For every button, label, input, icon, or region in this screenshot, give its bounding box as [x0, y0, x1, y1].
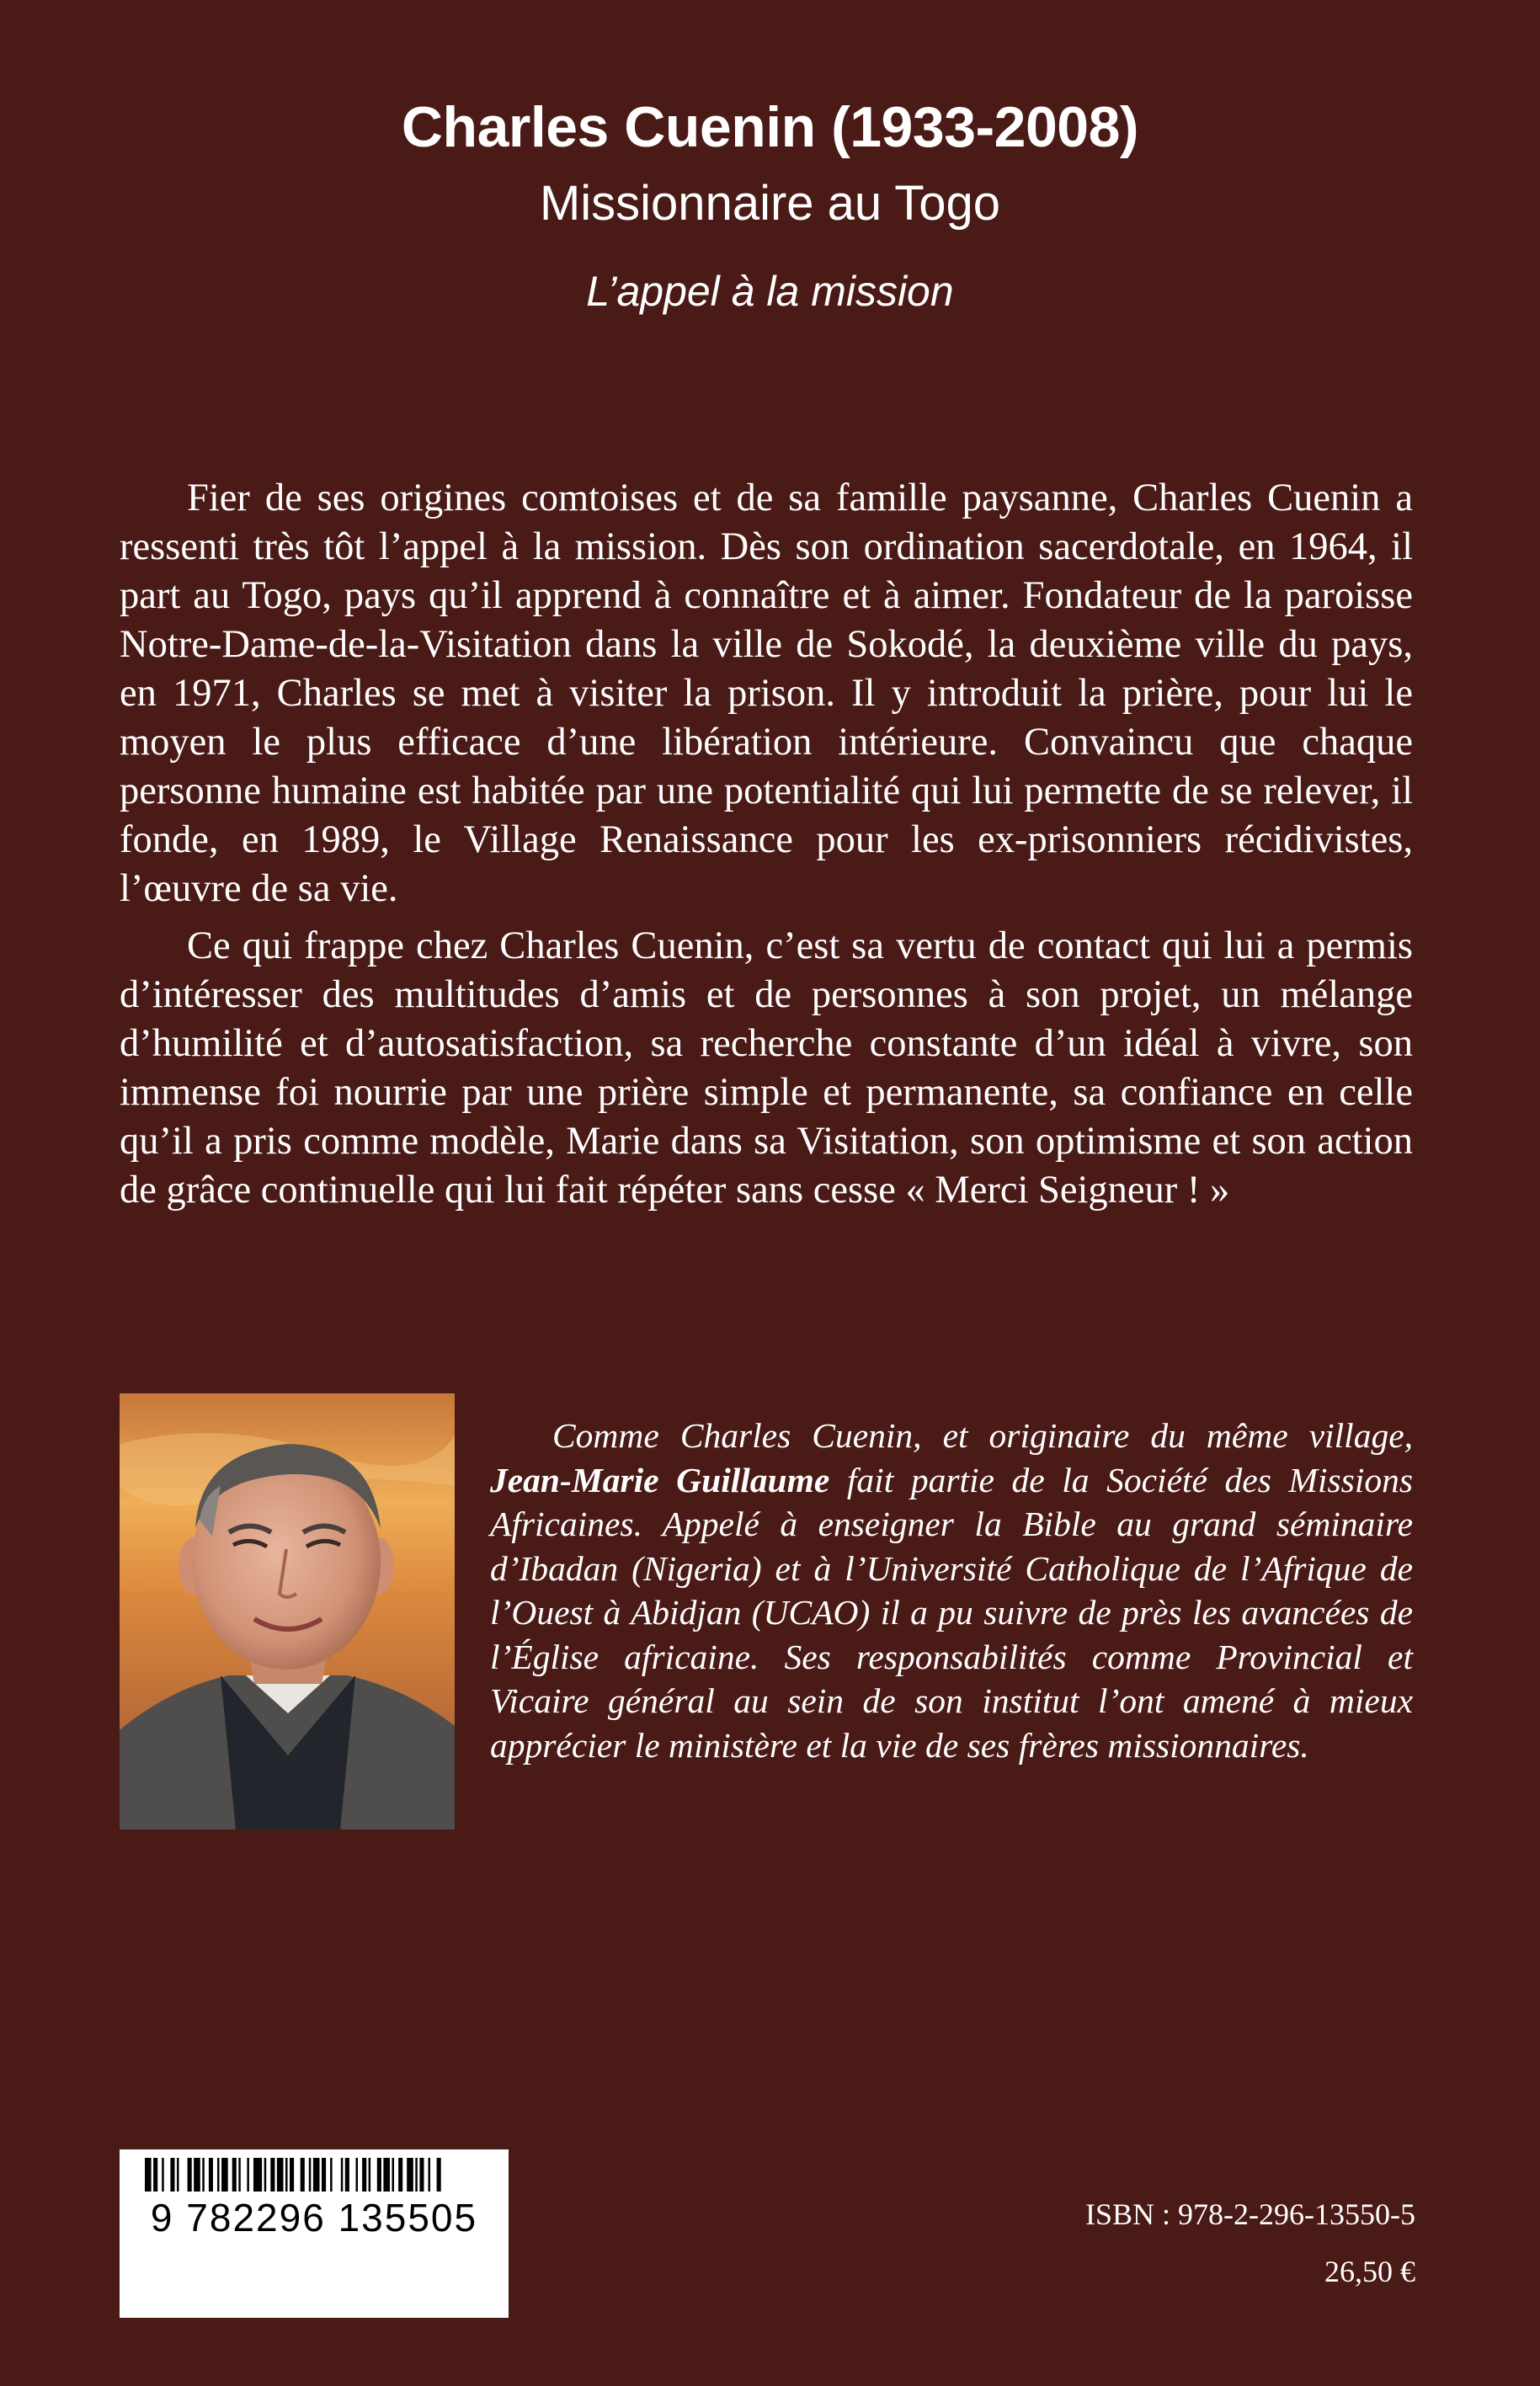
summary-paragraph-1: Fier de ses origines comtoises et de sa famille paysanne, Charles Cuenin a ressenti très tôt l’appel à la mission. Dès son ordination sacerdotale, en 1964, il part au Togo, pays qu’il apprend à connaître et à aimer. Fondateur de la paroisse Notre-Dame-de-la-Visitation dans la ville de Sokodé, la deuxième ville du pays, en 1971, Charles se met à visiter la prison. Il y introduit la prière, pour lui le moyen le plus efficace d’une libération intérieure. Convaincu que chaque personne humaine est habitée par une potentialité qui lui permette de se relever, il fonde, en 1989, le Village Renaissance pour les ex-prisonniers récidivistes, l’œuvre de sa vie. [120, 477, 1413, 910]
barcode-bar [217, 2158, 220, 2192]
barcode-bar [202, 2158, 205, 2192]
barcode-bar [209, 2158, 213, 2192]
barcode-bar [285, 2158, 288, 2192]
barcode-bar [377, 2158, 381, 2192]
barcode-bar [322, 2158, 326, 2192]
barcode-bar [270, 2158, 274, 2192]
barcode-bar [264, 2158, 267, 2192]
barcode-bar [415, 2158, 418, 2192]
book-tagline: L’appel à la mission [586, 268, 954, 315]
barcode-bar [221, 2158, 228, 2192]
book-subtitle: Missionnaire au Togo [539, 176, 1001, 231]
barcode-bar [345, 2158, 349, 2192]
barcode-bar [301, 2158, 305, 2192]
barcode-number [120, 2193, 509, 2252]
author-bio-intro: Comme Charles Cuenin, et originaire du même village, [552, 1416, 1413, 1455]
barcode-bar [330, 2158, 333, 2192]
barcode-bar [290, 2158, 294, 2192]
barcode-bar [253, 2158, 262, 2192]
barcode-bar [392, 2158, 395, 2192]
summary-paragraph-2: Ce qui frappe chez Charles Cuenin, c’est sa vertu de contact qui lui a permis d’intéresser des multitudes d’amis et de personnes à son projet, un mélange d’humilité et d’autosatisfaction, sa recherche constante d’un idéal à vivre, son immense foi nourrie par une prière simple et permanente, sa confiance en celle qu’il a pris comme modèle, Marie dans sa Visitation, son optimisme et son action de grâce continuelle qui lui fait répéter sans cesse « Merci Seigneur ! » [120, 924, 1413, 1212]
barcode-bar [383, 2158, 390, 2192]
price: 26,50 € [1324, 2255, 1415, 2288]
barcode-digits: 9 782296 135505 [150, 2196, 478, 2240]
barcode-bar [177, 2158, 179, 2192]
barcode-bar [407, 2158, 413, 2192]
barcode-bar [369, 2158, 371, 2192]
isbn: ISBN : 978-2-296-13550-5 [1085, 2197, 1415, 2231]
author-bio [490, 1414, 1413, 1767]
barcode-bar [429, 2158, 431, 2192]
barcode-bar [153, 2158, 157, 2192]
barcode-bar [437, 2158, 441, 2192]
barcode-bar [356, 2158, 359, 2192]
barcode-bar [419, 2158, 424, 2192]
author-name: Jean-Marie Guillaume [490, 1460, 830, 1499]
barcode-bar [313, 2158, 320, 2192]
barcode-bar [247, 2158, 249, 2192]
barcode-bar [162, 2158, 164, 2192]
barcode-bar [170, 2158, 174, 2192]
barcode-bar [398, 2158, 402, 2192]
barcode-bar [238, 2158, 241, 2192]
barcode-bar [232, 2158, 237, 2192]
barcode-bar [194, 2158, 200, 2192]
barcode-bar [188, 2158, 192, 2192]
barcode-bar [145, 2158, 152, 2192]
barcode-bar [277, 2158, 284, 2192]
barcode-bar [362, 2158, 366, 2192]
book-title: Charles Cuenin (1933-2008) [401, 95, 1139, 159]
barcode-bar [341, 2158, 344, 2192]
barcode-bar [309, 2158, 312, 2192]
author-bio-rest: fait partie de la Société des Missions Africaines. Appelé à enseigner la Bible au grand séminaire d’Ibadan (Nigeria) et à l’Université Catholique de l’Afrique de l’Ouest à Abidjan (UCAO) il a pu suivre de près les avancées de l’Église africaine. Ses responsabilités comme Provincial et Vicaire général au sein de son institut l’ont amené à mieux apprécier le ministère et la vie de ses frères missionnaires. [490, 1460, 1414, 1765]
author-photo [120, 1393, 455, 1829]
